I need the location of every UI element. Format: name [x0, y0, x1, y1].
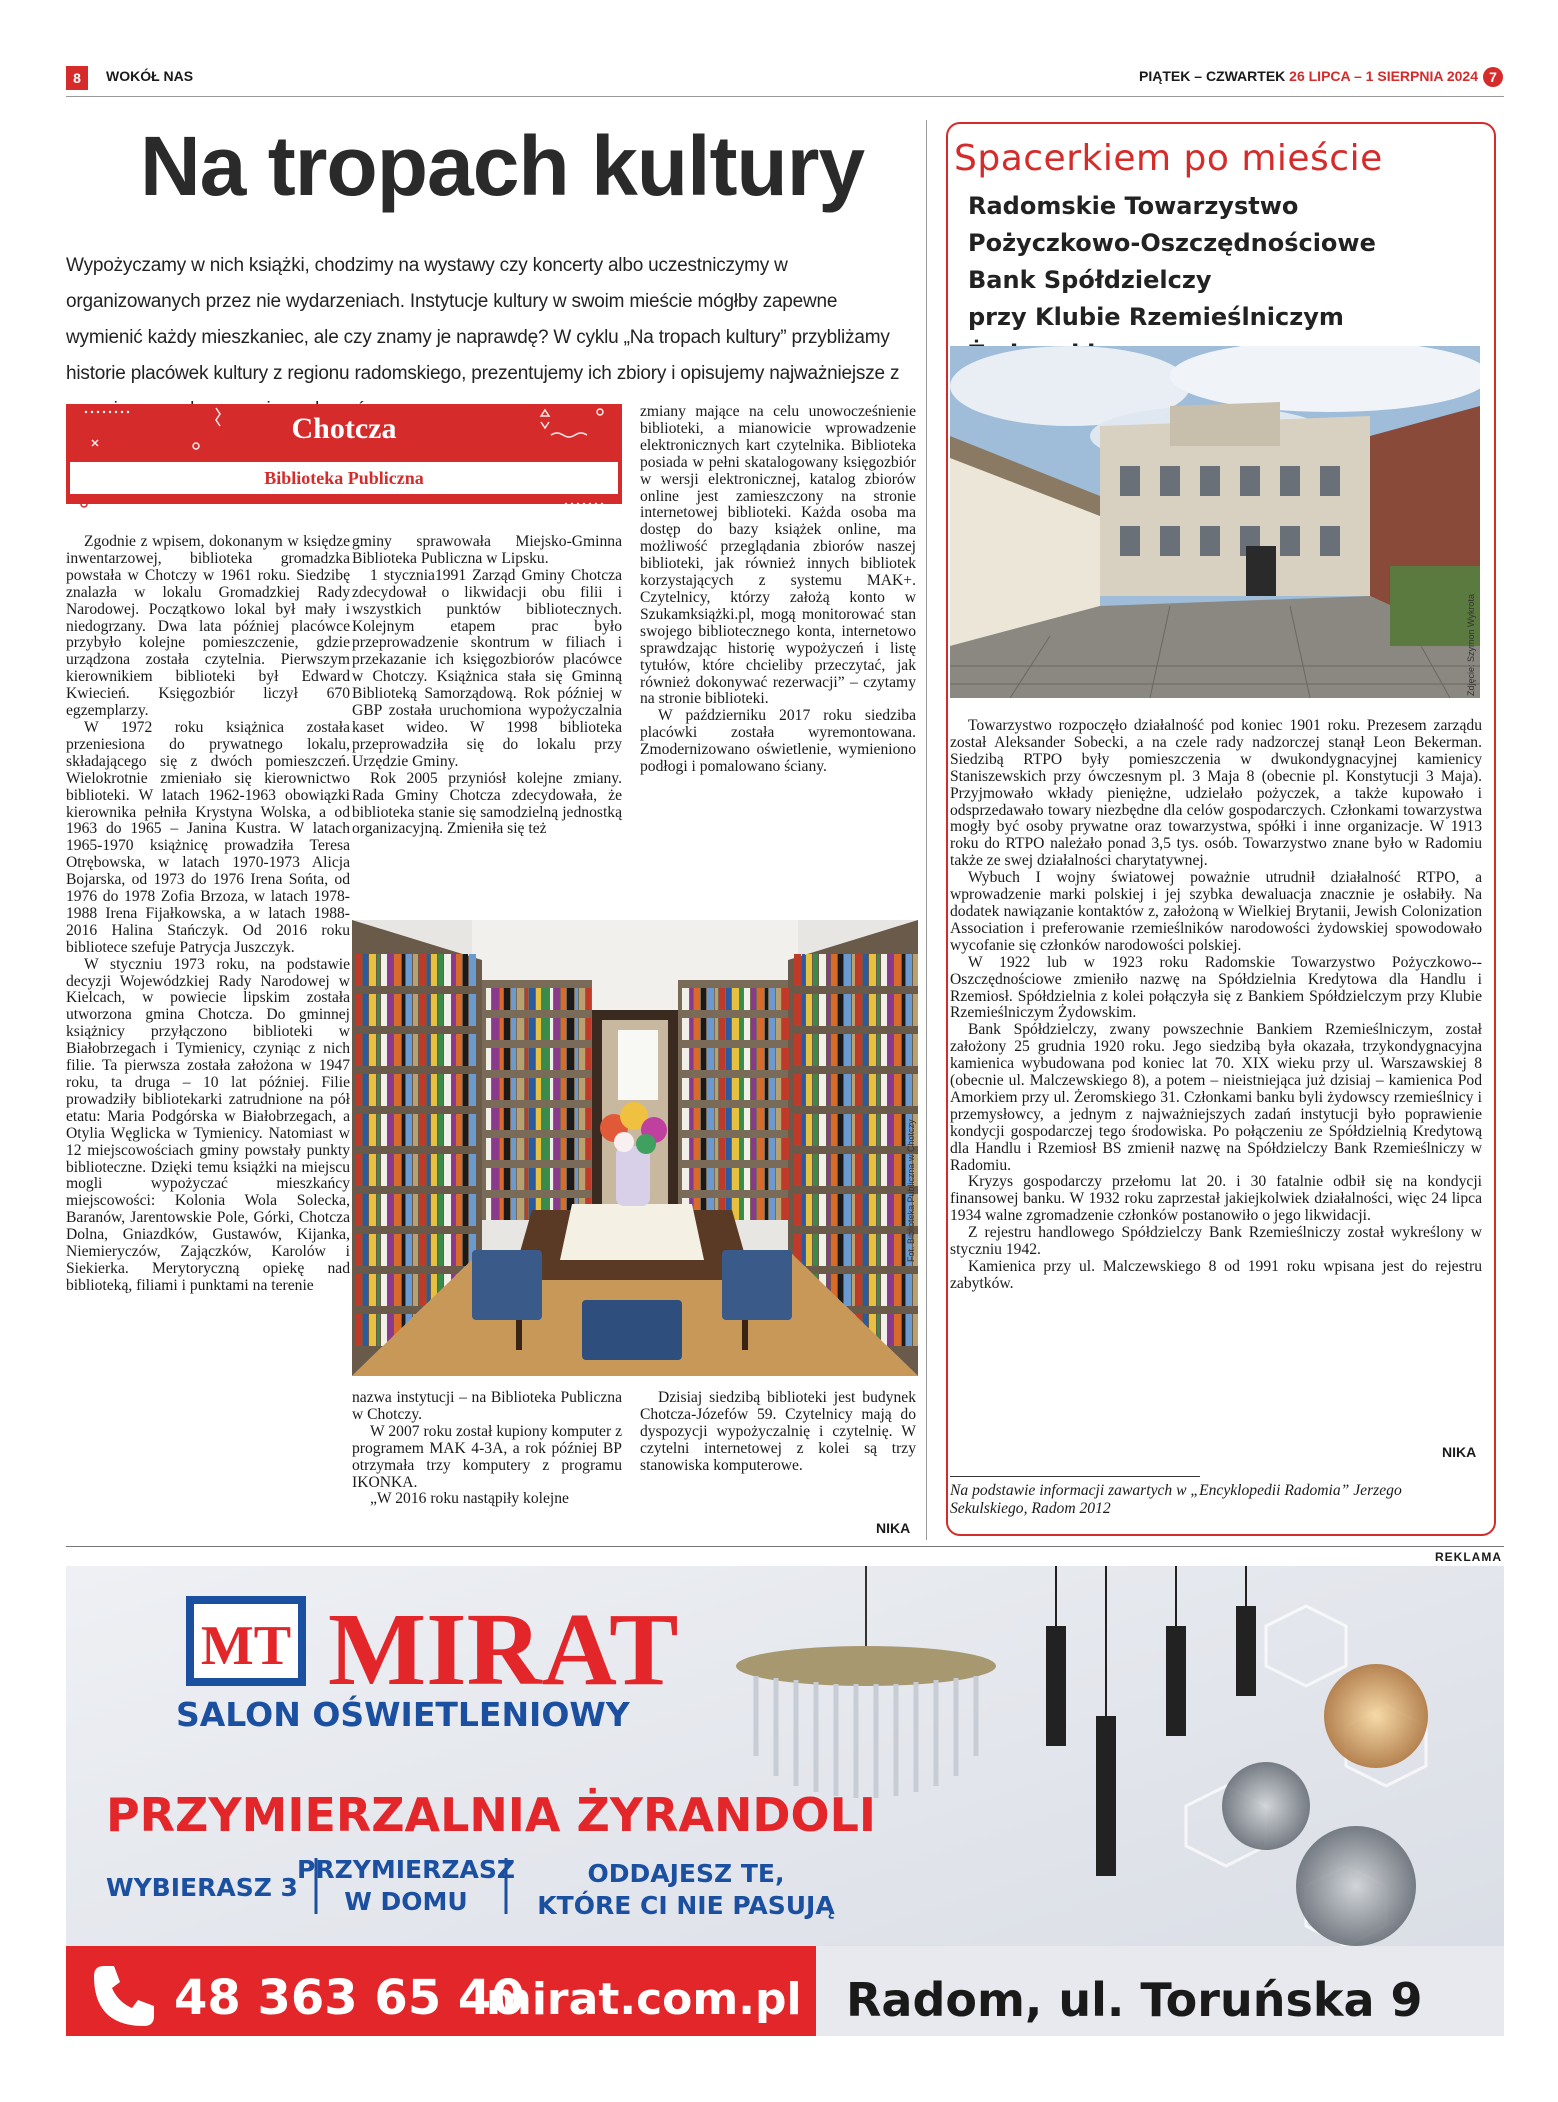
phone-number: 48 363 65 40 — [174, 1970, 525, 2026]
article-column-3-continued — [640, 1390, 916, 1475]
paragraph: Dzisiaj siedzibą biblioteki jest budynek Chotcza-Józefów 59. Czytelnicy mają do dyspozycji wypożyczalnię i czytelnię. W czytelni internetowej z kolei są trzy stanowiska komputerowe. — [640, 1389, 916, 1474]
step-2-line-1: PRZYMIERZASZ — [297, 1855, 515, 1884]
paragraph: nazwa instytucji – na Biblioteka Publiczna w Chotczy. — [352, 1389, 622, 1423]
paragraph: „W 2016 roku nastąpiły kolejne — [370, 1490, 569, 1508]
banner-title: Chotcza — [291, 412, 397, 445]
website-link: mirat.com.pl — [486, 1974, 802, 2025]
section-name: WOKÓŁ NAS — [106, 68, 194, 84]
newspaper-logo-icon — [1482, 64, 1504, 90]
source-rule — [950, 1476, 1200, 1477]
paragraph: 1 stycznia1991 Zarząd Gminy Chotcza zdecydował o likwidacji obu filii i wszystkich punktów bibliotecznych. Kolejnym etapem prac było przeprowadzenie skontrum w filiach i przekazanie ich księgozbiorów placówce w Chotczy. Książnica stała się Gminną Biblioteką Samorządową. Rok później w GBP została uruchomiona wypożyczalnia kaset wideo. W 1998 biblioteka przeprowadziła się do lokalu przy Urzędzie Gminy. — [352, 566, 622, 770]
mirat-advertisement[interactable] — [66, 1566, 1504, 2036]
mirat-logo-icon — [186, 1596, 306, 1686]
step-3-line-1: ODDAJESZ TE, — [587, 1859, 785, 1888]
article-lead: Wypożyczamy w nich książki, chodzimy na wystawy czy koncerty albo uczestniczymy w organizowanych przez nie wydarzeniach. Instytucje kultury w swoim mieście mógłby zapewne wymienić każdy mieszkaniec, ale czy znamy je naprawdę? W cyklu „Na tropach kultury” przybliżamy historie placówek kultury z regionu radomskiego, prezentujemy ich zbiory i opisujemy najważniejsze z — [66, 255, 900, 384]
paragraph: Zgodnie z wpisem, dokonanym w księdze inwentarzowej, biblioteka gromadzka powstała w Chotczy w 1961 roku. Siedzibę znalazła w lokalu Gromadzkiej Rady Narodowej. Początkowo lokal był mały i niedogrzany. Dwa lata później placówce przybyło kolejne pomieszczenie, gdzie urządzona została czytelnia. Pierwszym kierownikiem biblioteki był Edward Kwiecień. Księgozbiór liczył 670 egzemplarzy. — [66, 533, 350, 720]
subtitle-line: Bank Spółdzielczy — [968, 266, 1212, 294]
paragraph: Rok 2005 przyniósł kolejne zmiany. Rada Gminy Chotcza zdecydowała, że biblioteka stanie się samodzielną jednostką organizacyjną. Zmieniła się też — [352, 769, 622, 838]
banner-subtitle: Biblioteka Publiczna — [264, 468, 424, 488]
sidebar-text — [950, 718, 1482, 1293]
date-range: 26 LIPCA – 1 SIERPNIA 2024 — [1289, 68, 1478, 84]
subtitle-line: przy Klubie Rzemieślniczym — [968, 303, 1344, 331]
issue-date — [1139, 68, 1478, 84]
article-column-1 — [66, 534, 350, 1295]
logo-letters: MT — [200, 1615, 292, 1677]
paragraph: zmiany mające na celu unowocześnienie biblioteki, a mianowicie wprowadzenie elektronicznych kart czytelnika. Biblioteka posiada w pełni skatalogowany księgozbiór w wersji elektronicznej, katalog zbiorów online jest zamieszczony na stronie internetowej biblioteki. Każda osoba ma dostęp do bazy książek online, ma możliwość przeglądania zbiorów naszej biblioteki, jak również innych bibliotek korzystających z systemu MAK+. Czytelnicy, którzy założą konto w Szukamksiążki.pl, mogą monitorować stan swojego bibliotecznego konta, internetowo sprawdzając historię wypożyczeń i listę tytułów, które chcieliby przeczytać, jak również dokonywać rezerwacji” – czytamy na stronie biblioteki. — [640, 403, 916, 708]
step-3-line-2: KTÓRE CI NIE PASUJĄ — [537, 1891, 835, 1920]
brand-name: MIRAT — [328, 1592, 679, 1707]
paragraph: W 1972 roku książnica została przeniesiona do prywatnego lokalu, składającego się z dwóch pomieszczeń. Wielokrotnie zmieniało się kierownictwo biblioteki. W latach 1962-1963 obowiązki kierownika pełniła Krystyna Wolska, a od 1963 do 1965 – Janina Kustra. W latach 1965-1970 książnicę prowadziła Teresa Otrębowska, w latach 1970-1973 Alicja Bojarska, od 1973 do 1976 Irena Sońta, od 1976 do 1978 Zofia Brzoza, w latach 1978-1988 Irena Fijałkowska, a w latach 1988-2016 Halina Stańczyk. Od 2016 roku bibliotece szefuje Patrycja Juszczyk. — [66, 718, 350, 956]
brand-subtitle: SALON OŚWIETLENIOWY — [176, 1695, 630, 1734]
photo-credit: Zdjęcie: Szymon Wykrota — [1466, 594, 1476, 696]
step-2-line-2: W DOMU — [344, 1887, 468, 1916]
source-note: Na podstawie informacji zawartych w „Encyklopedii Radomia” Jerzego Sekulskiego, Radom 2012 — [950, 1482, 1402, 1517]
page-title: Na tropach kultury — [140, 119, 865, 213]
paragraph: W październiku 2017 roku siedziba placówki została wyremontowana. Zmodernizowano oświetlenie, wymieniono podłogi i pomalowano ściany. — [640, 707, 916, 776]
ad-label: REKLAMA — [1435, 1550, 1502, 1564]
subtitle-line: Radomskie Towarzystwo — [968, 192, 1299, 220]
ad-rule — [66, 1546, 1504, 1547]
article-column-3 — [640, 404, 916, 776]
svg-text:7: 7 — [1489, 69, 1497, 85]
banner-subtitle-box — [70, 462, 618, 494]
paragraph: Z rejestru handlowego Spółdzielczy Bank Rzemieślniczy został wykreślony w styczniu 1942. — [950, 1224, 1482, 1259]
column-divider — [926, 120, 927, 1540]
sidebar-title: Spacerkiem po mieście — [954, 138, 1383, 179]
paragraph: Kamienica przy ul. Malczewskiego 8 od 1991 roku wpisana jest do rejestru zabytków. — [950, 1258, 1482, 1292]
paragraph: W 1922 lub w 1923 roku Radomskie Towarzystwo Pożyczkowo--Oszczędnościowe zmieniło nazwę na Spółdzielnia Kredytowa dla Handlu i Rzemiosł. Spółdzielnia z kolei połączyła się z Bankiem Spółdzielczym przy Klubie Rzemieślniczym Żydowskim. — [950, 953, 1482, 1022]
subtitle-line: Pożyczkowo-Oszczędnościowe — [968, 229, 1376, 257]
step-1: WYBIERASZ 3 — [106, 1873, 298, 1902]
paragraph: W 2007 roku został kupiony komputer z programem MAK 4-3A, a rok później BP otrzymała trzy komputery z programu IKONKA. — [352, 1422, 622, 1491]
courtyard-photo — [950, 346, 1480, 698]
header-rule — [66, 96, 1504, 97]
paragraph: W styczniu 1973 roku, na podstawie decyzji Wojewódzkiej Rady Narodowej w Kielcach, w powiecie lipskim została utworzona gmina Chotcza. Do gminnej książnicy przyłączono biblioteki w Białobrzegach i Tymienicy, czyniąc z nich filie. Ta pierwsza została założona w 1947 roku, ta druga – 10 lat później. Filie prowadziły bibliotekarki zatrudnione na pół etatu: Maria Podgórska w Białobrzegach, a Otylia Węglicka w Tymienicy. Natomiast w 12 miejscowościach gminy powstały punkty biblioteczne. Dzięki temu książki na miejscu mogli wypożyczać mieszkańcy miejscowości: Kolonia Wola Solecka, Baranów, Jarentowskie Pole, Górki, Chotcza Dolna, Gniazdków, Gustawów, Kijanka, Niemieryczów, Zajączków, Karolów i Siekierka. Merytoryczną opiekę nad biblioteką, filiami i punktami na terenie — [66, 955, 350, 1294]
ad-headline: PRZYMIERZALNIA ŻYRANDOLI — [106, 1788, 876, 1842]
author-signature: NIKA — [1442, 1444, 1477, 1460]
paragraph: Wybuch I wojny światowej poważnie utrudnił działalność RTPO, a wprowadzenie marki polskiej i jej szybka dewaluacja znacznie je osłabiły. Na dodatek nawiązanie kontaktów z, założoną w Wielkiej Brytanii, Jewish Colonization Association i preferowanie rzemieślników narodowości żydowskiej spowodowało wycofanie się członków narodowości polskiej. — [950, 869, 1482, 954]
paragraph: gminy sprawowała Miejsko-Gminna Biblioteka Publiczna w Lipsku. — [352, 533, 622, 567]
date-prefix: PIĄTEK – CZWARTEK — [1139, 68, 1286, 84]
article-column-2-continued — [352, 1390, 622, 1508]
store-address: Radom, ul. Toruńska 9 — [846, 1973, 1423, 2027]
author-signature: NIKA — [876, 1520, 911, 1536]
photo-credit: Fot. Biblioteka Publiczna w Chotczy — [906, 1119, 916, 1262]
article-column-2 — [352, 534, 622, 838]
paragraph: Bank Spółdzielczy, zwany powszechnie Bankiem Rzemieślniczym, został założony 25 grudnia 1920 roku. Jego siedzibą była okazała, trzykondygnacyjna kamienica wybudowana pod koniec lat 70. XIX wieku przy ul. Warszawskiej 8 (obecnie ul. Malczewskiego 8), a potem – nieistniejąca już dzisiaj – kamienica Pod Amorkiem przy ul. Żeromskiego 31. Członkami banku byli żydowscy rzemieślnicy i przemysłowcy, a jednym z najważniejszych zadań instytucji było poprawienie kondycji gospodarczej tego środowiska. Po połączeniu ze Spółdzielnią Kredytową dla Handlu i Rzemiosł BS zmienił nazwę na Spółdzielczy Bank Rzemieślniczy w Radomiu. — [950, 1021, 1482, 1174]
page-number: 8 — [66, 66, 88, 90]
library-photo — [352, 920, 918, 1376]
paragraph: Towarzystwo rozpoczęło działalność pod koniec 1901 roku. Prezesem zarządu został Aleksander Sobecki, a na czele rady nadzorczej stanął Leon Bekerman. Siedzibą RTPO były pomieszczenia w dwukondygnacyjnej kamienicy Staniszewskich przy ówczesnym pl. 3 Maja 8 (obecnie pl. Konstytucji 3 Maja). Przyjmowało wkłady pieniężne, udzielało pożyczek, a także kupowało i odsprzedawało towary niezbędne dla celów gospodarczych. Członkami towarzystwa mogły być osoby prywatne oraz towarzystwa, spółki i inne organizacje. W 1913 roku do RTPO należało ponad 3,5 tys. osób. Towarzystwo znane było w Radomiu także ze swej działalności charytatywnej. — [950, 717, 1482, 870]
paragraph: Kryzys gospodarczy przełomu lat 20. i 30 fatalnie odbił się na kondycji finansowej banku. W 1932 roku zaprzestał jakiejkolwiek działalności, więc 24 lipca 1934 walne zgromadzenie członków postanowiło o jego likwidacji. — [950, 1173, 1482, 1225]
